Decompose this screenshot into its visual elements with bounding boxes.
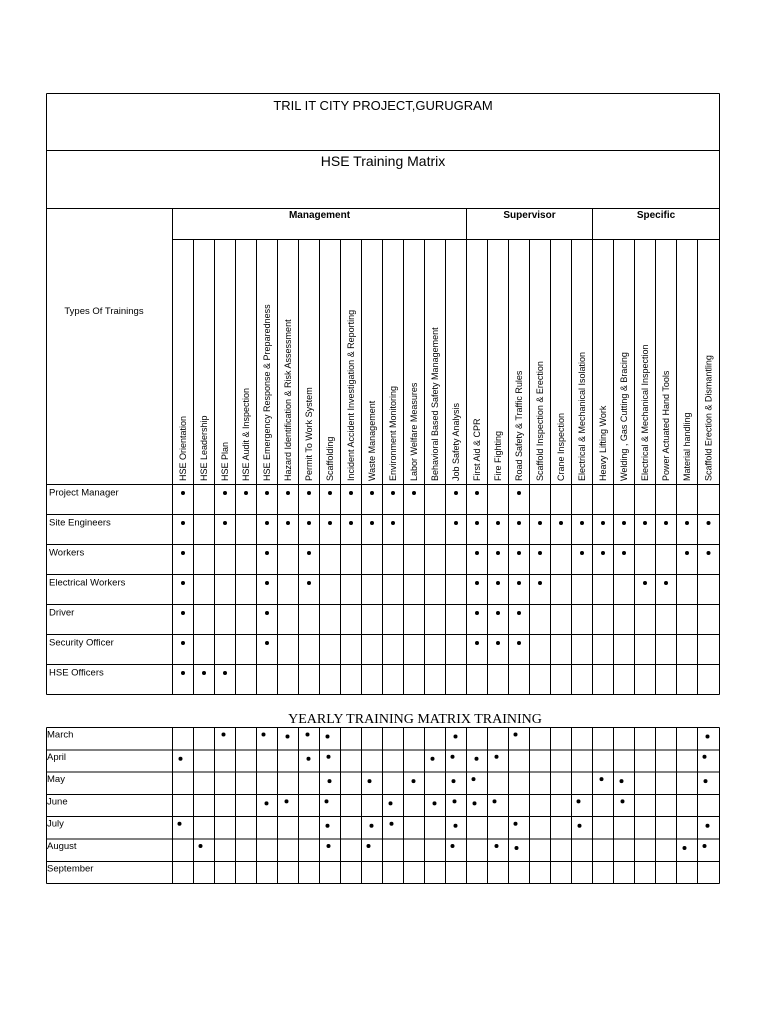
schedule-mark: [307, 757, 311, 761]
training-mark: [181, 491, 185, 495]
schedule-mark: [326, 735, 330, 739]
training-mark: [622, 521, 626, 525]
training-mark: [664, 521, 668, 525]
schedule-mark: [367, 844, 371, 848]
schedule-mark: [514, 822, 518, 826]
month-name: July: [47, 818, 64, 830]
role-rows: [49, 488, 711, 679]
column-header: HSE Orientation: [178, 415, 188, 481]
schedule-mark: [472, 777, 476, 781]
column-header: Material handling: [682, 412, 692, 481]
training-mark: [475, 521, 479, 525]
training-mark: [223, 491, 227, 495]
training-mark: [223, 671, 227, 675]
training-mark: [496, 551, 500, 555]
training-mark: [707, 551, 711, 555]
column-header: Crane Inspection: [556, 412, 566, 481]
group-headers: [289, 210, 676, 221]
month-row: [47, 863, 93, 874]
schedule-mark: [390, 822, 394, 826]
month-name: June: [47, 796, 68, 808]
column-header: HSE Leadership: [199, 415, 209, 481]
month-rows: [47, 730, 710, 875]
training-mark: [265, 521, 269, 525]
training-mark: [181, 551, 185, 555]
training-mark: [517, 551, 521, 555]
column-header: Environment Monitoring: [388, 385, 398, 481]
schedule-mark: [454, 735, 458, 739]
training-mark: [643, 521, 647, 525]
training-mark: [349, 491, 353, 495]
schedule-mark: [495, 755, 499, 759]
column-header: Job Safety Analysis: [451, 402, 461, 481]
training-mark: [349, 521, 353, 525]
column-header: Fire Fighting: [493, 430, 503, 481]
training-mark: [517, 521, 521, 525]
training-mark: [475, 611, 479, 615]
role-name: Security Officer: [49, 637, 114, 649]
training-mark: [601, 551, 605, 555]
column-header: Scaffold Inspection & Erection: [535, 361, 545, 481]
schedule-mark: [706, 824, 710, 828]
role-row: [49, 548, 711, 559]
training-mark: [454, 521, 458, 525]
training-mark: [601, 521, 605, 525]
schedule-mark: [454, 824, 458, 828]
role-name: Driver: [49, 607, 75, 619]
column-header: Electrical & Mechanical Isolation: [577, 351, 587, 481]
month-row: [47, 730, 710, 741]
schedule-mark: [515, 846, 519, 850]
training-mark: [496, 521, 500, 525]
training-mark: [475, 551, 479, 555]
role-row: [49, 578, 668, 589]
column-header: First Aid & CPR: [472, 418, 482, 481]
column-header: Labor Welfare Measures: [409, 382, 419, 481]
group-specific: Specific: [636, 210, 676, 221]
schedule-mark: [578, 824, 582, 828]
column-header: Permit To Work System: [304, 387, 314, 481]
schedule-mark: [620, 779, 624, 783]
schedule-mark: [199, 844, 203, 848]
schedule-mark: [577, 799, 581, 803]
training-mark: [244, 491, 248, 495]
column-header: Hazard Identification & Risk Assessment: [283, 319, 293, 481]
training-mark: [265, 641, 269, 645]
month-row: [47, 796, 625, 807]
training-mark: [707, 521, 711, 525]
column-header: Waste Management: [367, 400, 377, 481]
training-mark: [517, 611, 521, 615]
schedule-mark: [327, 755, 331, 759]
schedule-mark: [222, 733, 226, 737]
month-row: [47, 819, 710, 830]
schedule-mark: [179, 757, 183, 761]
schedule-mark: [262, 733, 266, 737]
training-mark: [370, 521, 374, 525]
schedule-mark: [325, 799, 329, 803]
training-mark: [538, 581, 542, 585]
training-mark: [307, 521, 311, 525]
training-mark: [559, 521, 563, 525]
column-header: Power Actuated Hand Tools: [661, 370, 671, 481]
training-mark: [370, 491, 374, 495]
training-mark: [643, 581, 647, 585]
schedule-mark: [621, 799, 625, 803]
schedule-mark: [703, 844, 707, 848]
training-mark: [517, 641, 521, 645]
yearly-table-grid: [47, 728, 720, 884]
schedule-mark: [265, 801, 269, 805]
training-mark: [223, 521, 227, 525]
training-mark: [496, 581, 500, 585]
training-mark: [265, 491, 269, 495]
column-header: HSE Emergency Response & Preparedness: [262, 304, 272, 481]
column-header: HSE Plan: [220, 441, 230, 481]
types-of-trainings-label: Types Of Trainings: [64, 306, 144, 317]
schedule-mark: [600, 777, 604, 781]
schedule-mark: [389, 801, 393, 805]
training-mark: [475, 581, 479, 585]
training-mark: [265, 611, 269, 615]
schedule-mark: [433, 801, 437, 805]
training-mark: [580, 551, 584, 555]
schedule-mark: [493, 799, 497, 803]
schedule-mark: [286, 735, 290, 739]
project-title: TRIL IT CITY PROJECT,GURUGRAM: [273, 98, 493, 113]
schedule-mark: [412, 779, 416, 783]
training-mark: [475, 641, 479, 645]
schedule-mark: [703, 755, 707, 759]
group-management: Management: [288, 210, 351, 221]
role-row: [49, 668, 227, 679]
role-name: Project Manager: [49, 487, 119, 499]
training-mark: [307, 581, 311, 585]
schedule-mark: [495, 844, 499, 848]
month-name: March: [47, 729, 74, 741]
schedule-mark: [326, 824, 330, 828]
column-header: Welding , Gas Cutting & Bracing: [619, 352, 629, 481]
training-mark: [475, 491, 479, 495]
training-mark: [328, 521, 332, 525]
training-mark: [265, 551, 269, 555]
schedule-mark: [370, 824, 374, 828]
schedule-mark: [431, 757, 435, 761]
training-mark: [286, 491, 290, 495]
training-mark: [538, 551, 542, 555]
training-mark: [181, 641, 185, 645]
training-mark: [202, 671, 206, 675]
role-row: [49, 488, 521, 499]
column-header: HSE Audit & Inspection: [241, 387, 251, 481]
yearly-matrix-title: YEARLY TRAINING MATRIX TRAINING: [288, 712, 542, 727]
column-header: Scaffolding: [325, 436, 335, 481]
schedule-mark: [285, 799, 289, 803]
role-row: [49, 638, 521, 649]
training-mark: [685, 521, 689, 525]
role-name: Workers: [49, 547, 85, 559]
schedule-mark: [328, 779, 332, 783]
schedule-mark: [706, 735, 710, 739]
column-header: Heavy Lifting Work: [598, 405, 608, 481]
schedule-mark: [327, 844, 331, 848]
role-row: [49, 608, 521, 619]
month-name: May: [47, 774, 65, 786]
schedule-mark: [178, 822, 182, 826]
training-mark: [496, 611, 500, 615]
month-row: [47, 774, 708, 785]
column-header: Incident Accident Investigation & Reporting: [346, 309, 356, 481]
training-mark: [181, 611, 185, 615]
training-mark: [664, 581, 668, 585]
role-name: Electrical Workers: [49, 577, 126, 589]
role-name: HSE Officers: [49, 667, 104, 679]
role-row: [49, 518, 711, 529]
training-mark: [307, 551, 311, 555]
training-mark: [622, 551, 626, 555]
matrix-title: HSE Training Matrix: [320, 153, 446, 169]
schedule-mark: [451, 844, 455, 848]
schedule-mark: [451, 755, 455, 759]
training-mark: [307, 491, 311, 495]
column-header: Electrical & Mechanical Inspection: [640, 344, 650, 481]
schedule-mark: [704, 779, 708, 783]
training-mark: [328, 491, 332, 495]
training-mark: [181, 671, 185, 675]
month-row: [47, 841, 707, 852]
schedule-mark: [368, 779, 372, 783]
schedule-mark: [683, 846, 687, 850]
training-mark: [181, 521, 185, 525]
column-header: Scaffold Erection & Dismantling: [703, 355, 714, 481]
schedule-mark: [453, 799, 457, 803]
training-mark: [538, 521, 542, 525]
group-supervisor: Supervisor: [503, 210, 556, 221]
month-name: August: [47, 841, 77, 852]
schedule-mark: [514, 733, 518, 737]
training-mark: [412, 491, 416, 495]
month-name: April: [47, 751, 67, 763]
month-name: September: [47, 863, 94, 875]
training-mark: [391, 491, 395, 495]
training-mark: [286, 521, 290, 525]
column-header: Road Safety & Traffic Rules: [514, 370, 524, 481]
schedule-mark: [473, 801, 477, 805]
schedule-mark: [475, 757, 479, 761]
training-mark: [496, 641, 500, 645]
training-mark: [265, 581, 269, 585]
schedule-mark: [452, 779, 456, 783]
training-mark: [685, 551, 689, 555]
column-header: Behavioral Based Safety Management: [430, 327, 440, 481]
training-mark: [391, 521, 395, 525]
training-mark: [517, 581, 521, 585]
training-mark: [181, 581, 185, 585]
role-name: Site Engineers: [49, 517, 111, 529]
training-mark: [517, 491, 521, 495]
training-mark: [454, 491, 458, 495]
month-row: [47, 752, 707, 763]
schedule-mark: [306, 733, 310, 737]
training-mark: [580, 521, 584, 525]
